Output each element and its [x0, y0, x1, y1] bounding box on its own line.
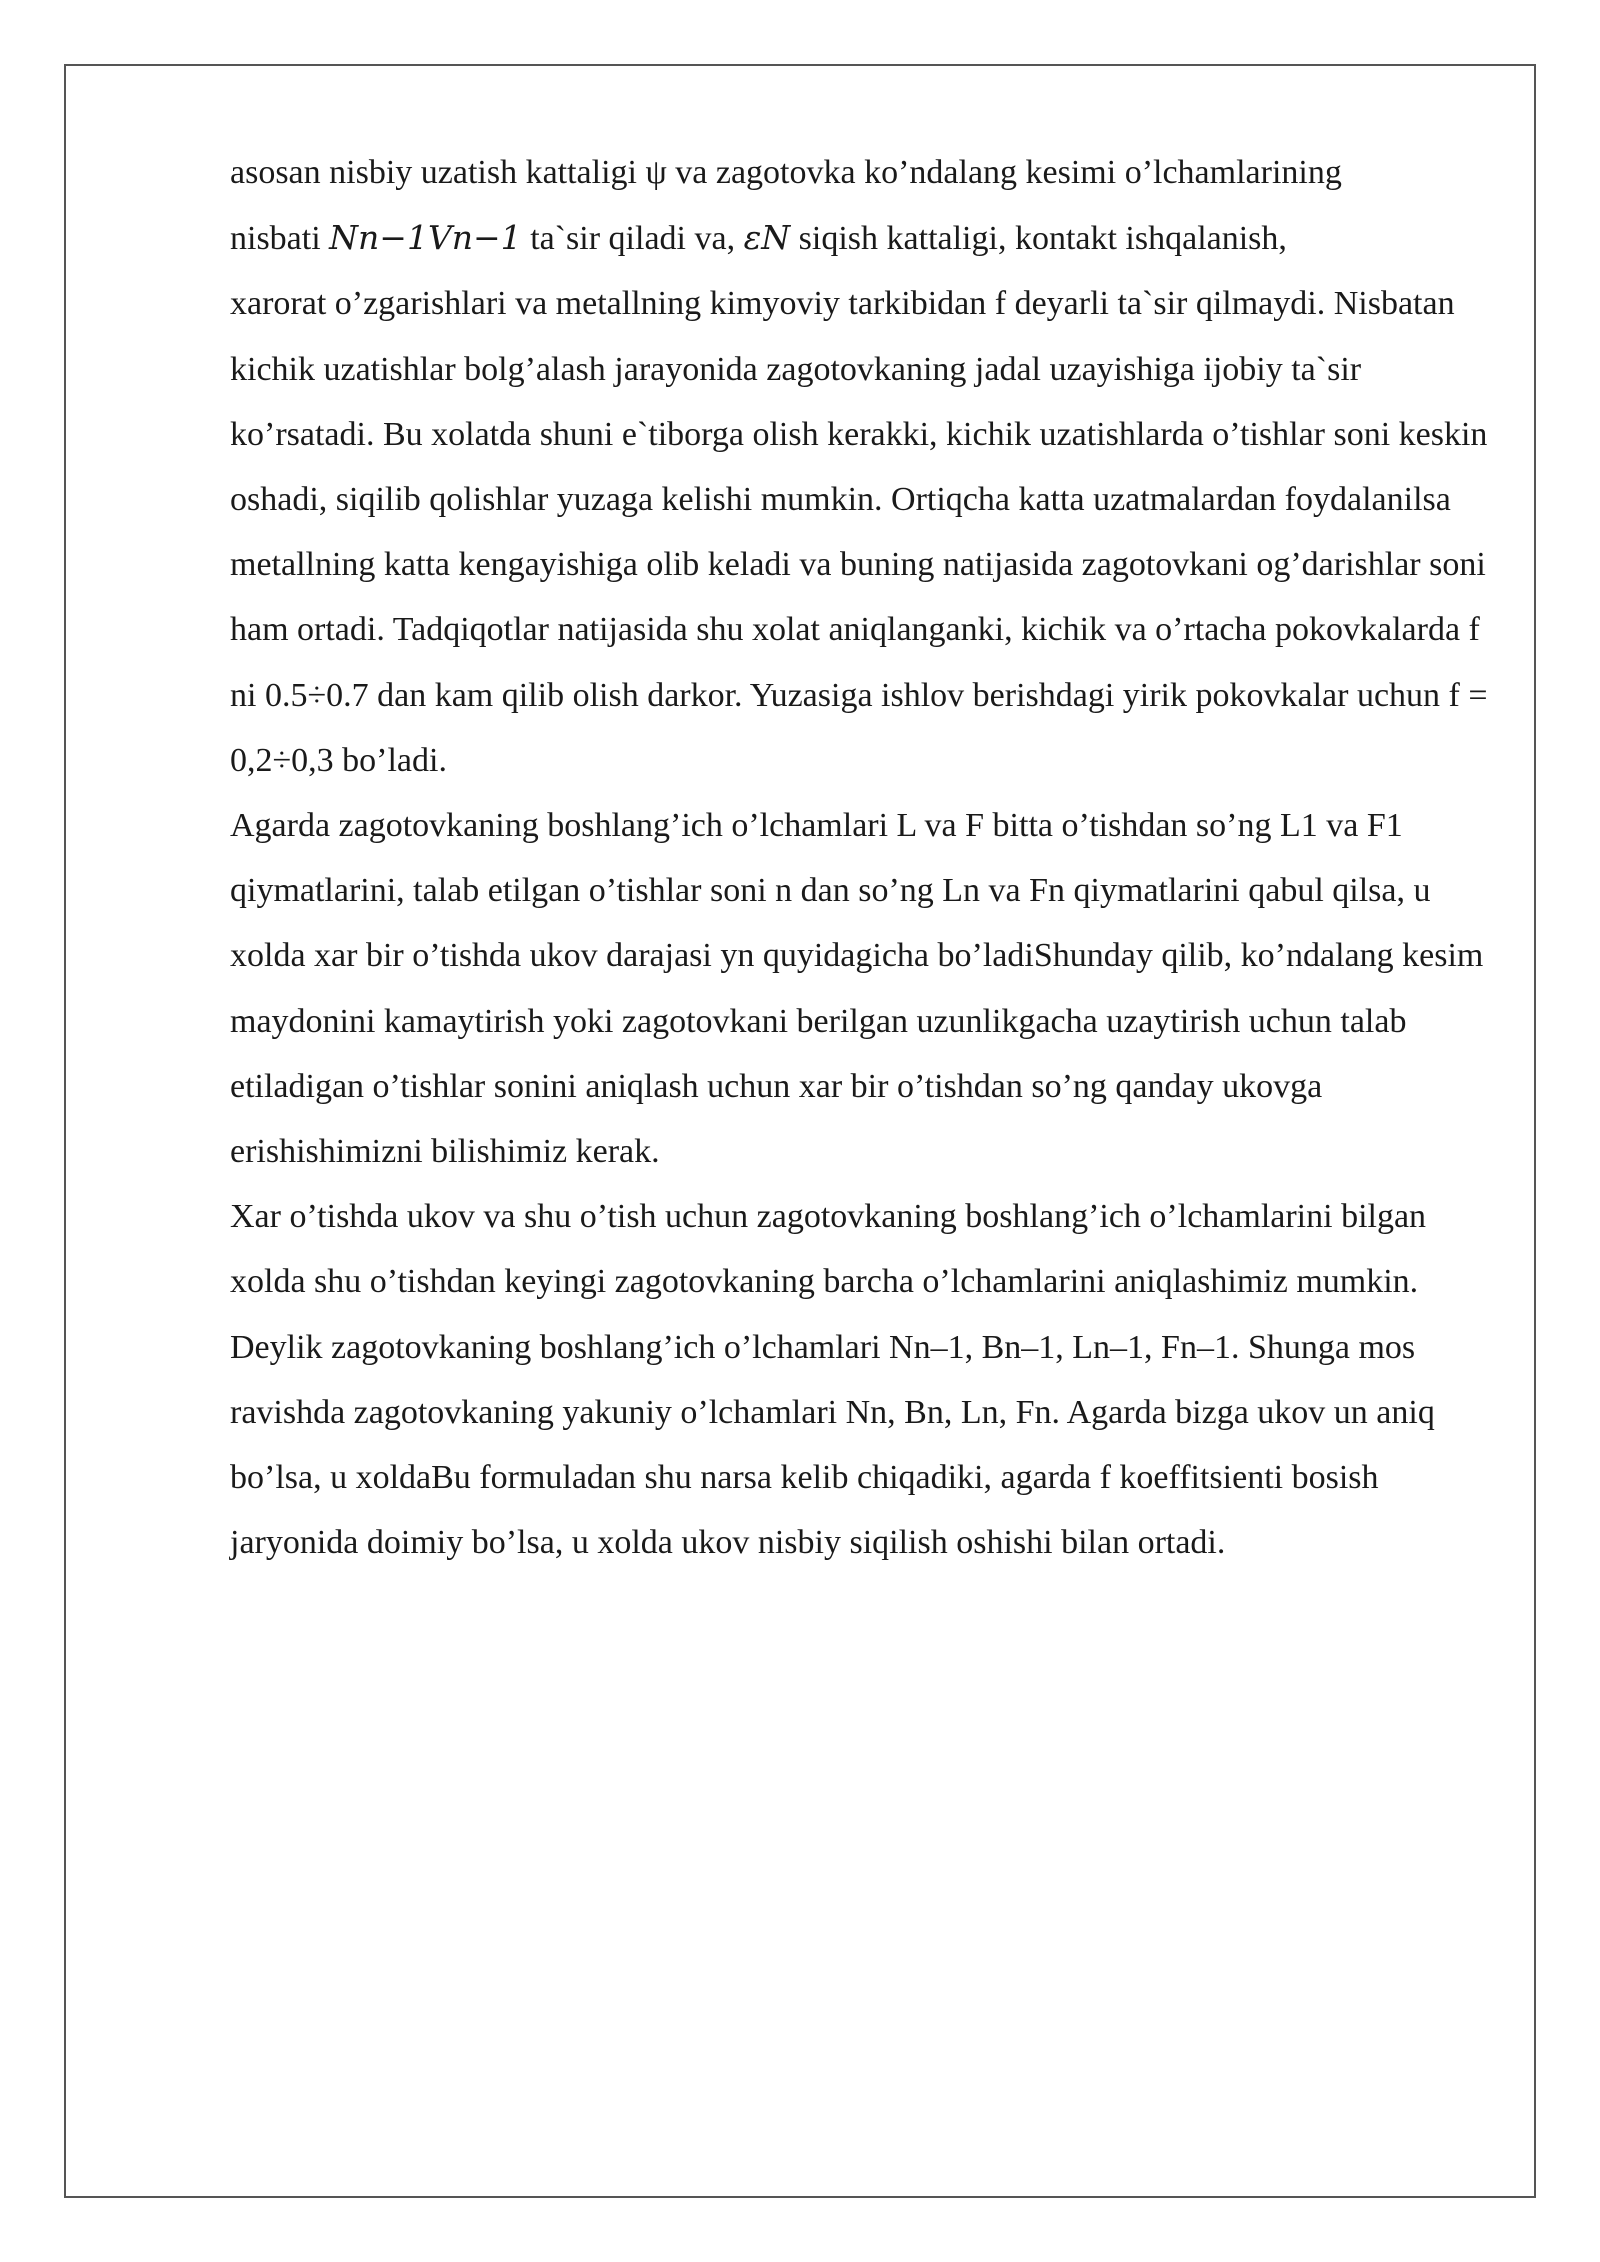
paragraph-1 — [230, 140, 1500, 793]
document-body — [230, 140, 1500, 1575]
paragraph-1-line-2-end: siqish kattaligi, kontakt ishqalanish, — [790, 220, 1287, 258]
paragraph-1-line-2-middle: ta`sir qiladi va, — [521, 220, 744, 258]
paragraph-3: Xar o’tishda ukov va shu o’tish uchun zagotovkaning boshlang’ich o’lchamlarini bilgan xolda shu o’tishdan keyingi zagotovkaning barcha o’lchamlarini aniqlashimiz mumkin. — [230, 1198, 1427, 1301]
paragraph-1-rest: xarorat o’zgarishlari va metallning kimyoviy tarkibidan f deyarli ta`sir qilmaydi. Nisbatan kichik uzatishlar bolg’alash jarayonida zagotovkaning jadal uzayishiga ijobiy ta`sir ko’rsatadi. Bu xolatda shuni e`tiborga olish kerakki, kichik uzatishlarda o’tishlar soni keskin oshadi, siqilib qolishlar yuzaga kelishi mumkin. Ortiqcha katta uzatmalardan foydalanilsa metallning katta kengayishiga olib keladi va buning natijasida zagotovkani og’darishlar soni ham ortadi. Tadqiqotlar natijasida shu xolat aniqlanganki, kichik va o’rtacha pokovkalarda f ni 0.5÷0.7 dan kam qilib olish darkor. Yuzasiga ishlov berishdagi yirik pokovkalar uchun f = 0,2÷0,3 bo’ladi. — [230, 285, 1488, 779]
paragraph-1-line-2-start: nisbati — [230, 220, 330, 258]
paragraph-4: Deylik zagotovkaning boshlang’ich o’lchamlari Nn–1, Bn–1, Ln–1, Fn–1. Shunga mos ravishda zagotovkaning yakuniy o’lchamlari Nn, Bn, Ln, Fn. Agarda bizga ukov un aniq bo’lsa, u xoldaBu formuladan shu narsa kelib chiqadiki, agarda f koeffitsienti bosish jaryonida doimiy bo’lsa, u xolda ukov nisbiy siqilish oshishi bilan ortadi. — [230, 1328, 1435, 1562]
formula-ratio: Nn−1Vn−1 — [329, 218, 522, 258]
paragraph-2: Agarda zagotovkaning boshlang’ich o’lchamlari L va F bitta o’tishdan so’ng L1 va F1 qiymatlarini, talab etilgan o’tishlar soni n dan so’ng Ln va Fn qiymatlarini qabul qilsa, u xolda xar bir o’tishda ukov darajasi yn quyidagicha bo’ladiShunday qilib, ko’ndalang kesim maydonini kamaytirish yoki zagotovkani berilgan uzunlikgacha uzaytirish uchun talab etiladigan o’tishlar sonini aniqlash uchun xar bir o’tishdan so’ng qanday ukovga erishishimizni bilishimiz kerak. — [230, 807, 1484, 1171]
formula-compression: εN — [743, 218, 791, 258]
paragraph-1-line-1: asosan nisbiy uzatish kattaligi ψ va zagotovka ko’ndalang kesimi o’lchamlarining — [230, 154, 1342, 191]
